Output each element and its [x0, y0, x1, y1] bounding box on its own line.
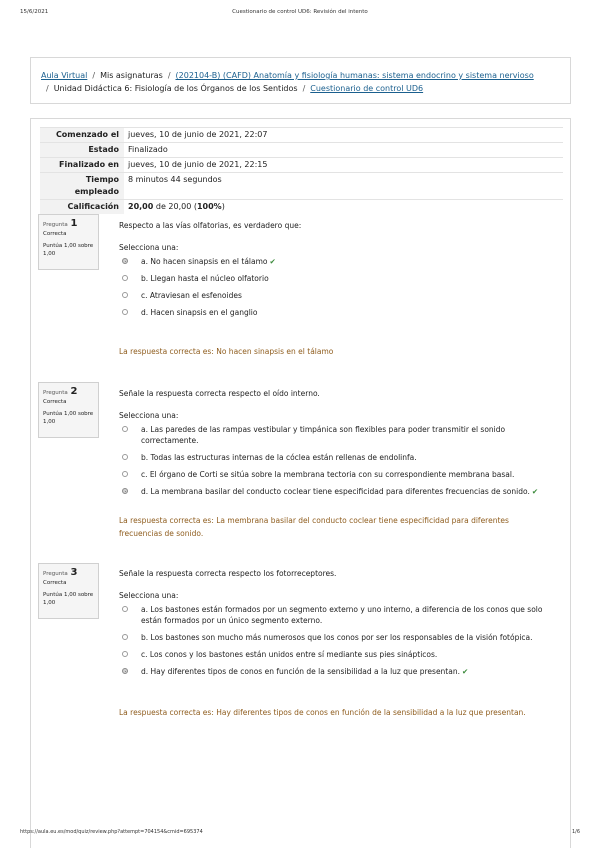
check-icon: ✔ [531, 487, 539, 496]
breadcrumb-course[interactable]: (202104-B) (CAFD) Anatomía y fisiología humanas: sistema endocrino y sistema nervioso [175, 71, 534, 80]
print-page-number: 1/6 [571, 829, 580, 835]
question-prompt: Selecciona una: [119, 591, 179, 600]
radio-icon[interactable] [122, 651, 128, 657]
question-body-3 [119, 569, 559, 681]
answer-option[interactable] [119, 307, 559, 318]
print-date: 15/6/2021 [20, 9, 49, 15]
breadcrumb [30, 57, 571, 104]
answer-option[interactable] [119, 632, 559, 643]
question-prompt: Selecciona una: [119, 243, 179, 252]
check-icon: ✔ [461, 667, 469, 676]
breadcrumb-separator: / [46, 84, 49, 93]
summary-label: Finalizado en [40, 158, 124, 173]
summary-value: jueves, 10 de junio de 2021, 22:15 [124, 158, 563, 173]
breadcrumb-unit: Unidad Didáctica 6: Fisiología de los Órganos de los Sentidos [53, 84, 298, 93]
answer-option[interactable] [119, 290, 559, 301]
answer-text: c. Atraviesan el esfenoides [141, 291, 242, 300]
grade-close: ) [221, 202, 225, 211]
question-grade: Puntúa 1,00 sobre 1,00 [43, 243, 94, 257]
print-title: Cuestionario de control UD6: Revisión del intento [232, 9, 368, 15]
question-state: Correcta [43, 580, 67, 586]
question-label: Pregunta [43, 571, 68, 577]
radio-icon[interactable] [122, 606, 128, 612]
breadcrumb-separator: / [167, 71, 171, 80]
question-info-3 [38, 563, 99, 619]
question-label: Pregunta [43, 390, 68, 396]
breadcrumb-separator: / [92, 71, 96, 80]
radio-icon[interactable] [122, 488, 128, 494]
answer-option[interactable] [119, 424, 559, 446]
summary-label: Tiempo empleado [40, 173, 124, 200]
question-label: Pregunta [43, 222, 68, 228]
question-text: Respecto a las vías olfatorias, es verdadero que: [119, 221, 302, 230]
question-state: Correcta [43, 231, 67, 237]
question-number: 2 [70, 386, 78, 397]
question-feedback: La respuesta correcta es: Hay diferentes tipos de conos en función de la sensibilidad a la luz que presentan. [119, 708, 526, 717]
answer-option[interactable] [119, 649, 559, 660]
radio-icon[interactable] [122, 292, 128, 298]
answer-option[interactable] [119, 256, 559, 267]
answer-text: d. Hacen sinapsis en el ganglio [141, 308, 258, 317]
question-prompt: Selecciona una: [119, 411, 179, 420]
question-feedback: La respuesta correcta es: No hacen sinapsis en el tálamo [119, 347, 334, 356]
grade-percent: 100% [196, 202, 222, 211]
answer-option[interactable] [119, 486, 559, 497]
answer-text: a. Las paredes de las rampas vestibular y timpánica son flexibles para poder transmitir el sonido correctamente. [141, 425, 506, 445]
summary-label: Estado [40, 143, 124, 158]
question-text: Señale la respuesta correcta respecto los fotorreceptores. [119, 569, 337, 578]
summary-row [40, 173, 563, 200]
answer-option[interactable] [119, 273, 559, 284]
answer-text: d. La membrana basilar del conducto coclear tiene especificidad para diferentes frecuencias de sonido. [141, 487, 530, 496]
answer-text: a. Los bastones están formados por un segmento externo y uno interno, a diferencia de los conos que solo están formados por un único segmento externo. [141, 605, 543, 625]
summary-value [124, 200, 563, 215]
radio-icon[interactable] [122, 275, 128, 281]
question-body-2 [119, 389, 559, 501]
summary-row [40, 128, 563, 143]
radio-icon[interactable] [122, 668, 128, 674]
question-grade: Puntúa 1,00 sobre 1,00 [43, 592, 94, 606]
answer-text: d. Hay diferentes tipos de conos en función de la sensibilidad a la luz que presentan. [141, 667, 460, 676]
question-info-2 [38, 382, 99, 438]
breadcrumb-aula-virtual[interactable]: Aula Virtual [41, 71, 88, 80]
answer-text: c. El órgano de Corti se sitúa sobre la membrana tectoria con su correspondiente membrana basal. [141, 470, 515, 479]
summary-value: jueves, 10 de junio de 2021, 22:07 [124, 128, 563, 143]
question-state: Correcta [43, 399, 67, 405]
radio-icon[interactable] [122, 309, 128, 315]
answer-text: a. No hacen sinapsis en el tálamo [141, 257, 268, 266]
breadcrumb-mis-asignaturas: Mis asignaturas [100, 71, 163, 80]
summary-label: Comenzado el [40, 128, 124, 143]
answer-option[interactable] [119, 604, 559, 626]
question-text: Señale la respuesta correcta respecto el oído interno. [119, 389, 320, 398]
grade-score: 20,00 [128, 202, 154, 211]
summary-row [40, 200, 563, 215]
answer-text: b. Los bastones son mucho más numerosos que los conos por ser los responsables de la visión fotópica. [141, 633, 533, 642]
summary-row [40, 143, 563, 158]
question-number: 1 [70, 218, 78, 229]
question-info-1 [38, 214, 99, 270]
question-body-1 [119, 221, 559, 322]
answer-text: c. Los conos y los bastones están unidos entre sí mediante sus pies sinápticos. [141, 650, 438, 659]
answer-option[interactable] [119, 452, 559, 463]
radio-icon[interactable] [122, 258, 128, 264]
question-feedback: La respuesta correcta es: La membrana basilar del conducto coclear tiene especificidad para diferentes frecuencias de sonido. [119, 516, 509, 538]
print-url: https://aula.eu.es/mod/quiz/review.php?attempt=704154&cmid=695374 [20, 829, 203, 835]
answer-text: b. Llegan hasta el núcleo olfatorio [141, 274, 269, 283]
summary-row [40, 158, 563, 173]
breadcrumb-separator: / [302, 84, 306, 93]
radio-icon[interactable] [122, 471, 128, 477]
answer-option[interactable] [119, 469, 559, 480]
answer-option[interactable] [119, 666, 559, 677]
summary-value: Finalizado [124, 143, 563, 158]
question-grade: Puntúa 1,00 sobre 1,00 [43, 411, 94, 425]
grade-total: de 20,00 ( [155, 202, 197, 211]
answer-text: b. Todas las estructuras internas de la cóclea están rellenas de endolinfa. [141, 453, 417, 462]
breadcrumb-quiz[interactable]: Cuestionario de control UD6 [310, 84, 424, 93]
question-number: 3 [70, 567, 78, 578]
radio-icon[interactable] [122, 634, 128, 640]
summary-value: 8 minutos 44 segundos [124, 173, 563, 200]
radio-icon[interactable] [122, 454, 128, 460]
summary-label: Calificación [40, 200, 124, 215]
attempt-summary [40, 127, 563, 214]
radio-icon[interactable] [122, 426, 128, 432]
check-icon: ✔ [269, 257, 276, 266]
